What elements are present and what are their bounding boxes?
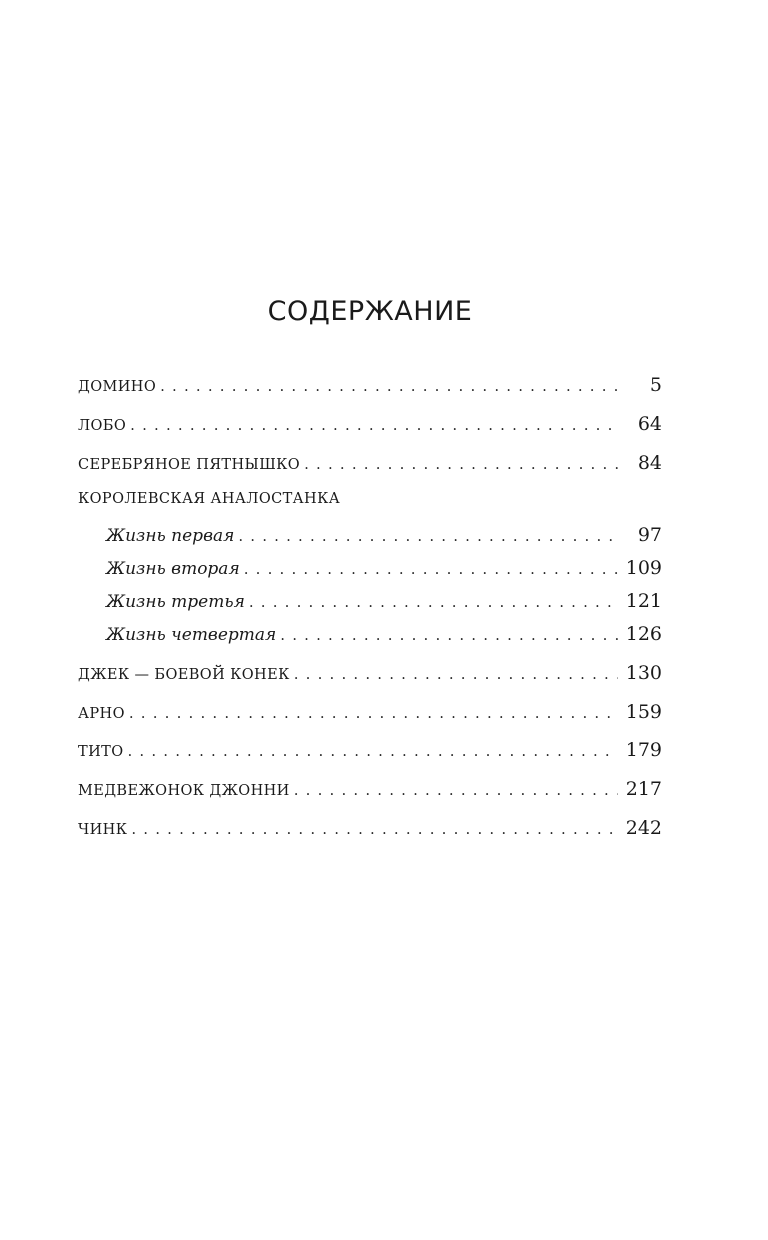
dot-leader [249,593,618,611]
toc-entry-page: 121 [625,590,662,612]
toc-entry-page: 179 [625,739,662,761]
toc-entry-lobo [78,413,662,443]
toc-entry-jack [78,662,662,692]
toc-entry-page: 159 [625,701,662,723]
toc-entry-page: 64 [637,413,662,435]
toc-entry-page: 126 [625,623,662,645]
dot-leader [294,665,618,683]
toc-entry-page: 109 [625,557,662,579]
toc-entry-page: 217 [625,778,662,800]
toc-entry-label: Жизнь третья [106,592,245,612]
dot-leader [244,560,618,578]
toc-entry-page: 130 [625,662,662,684]
toc-subentry-life-2 [106,557,662,587]
dot-leader [304,455,618,473]
dot-leader [131,820,618,838]
toc-entry-label: ЧИНК [78,822,128,838]
toc-entry-label: СЕРЕБРЯНОЕ ПЯТНЫШКО [78,457,301,473]
toc-entry-label: ЛОБО [78,418,127,434]
toc-entry-label: ДЖЕК — БОЕВОЙ КОНЕК [78,667,290,683]
toc-entry-label: АРНО [78,706,125,722]
toc-title: СОДЕРЖАНИЕ [267,296,473,327]
dot-leader [294,781,618,799]
toc-entry-page: 84 [637,452,662,474]
dot-leader [130,416,618,434]
toc-entry-label: Жизнь вторая [106,559,240,579]
toc-subentry-life-1 [106,524,662,554]
toc-entry-label: Жизнь первая [106,526,235,546]
toc-entry-label: ТИТО [78,744,124,760]
toc-entry-silver-spot [78,452,662,482]
dot-leader [127,742,618,760]
toc-entry-page: 242 [625,817,662,839]
toc-entry-domino [78,374,662,404]
toc-entry-label: Жизнь четвертая [106,625,277,645]
toc-entry-label: ДОМИНО [78,379,157,395]
dot-leader [129,704,618,722]
toc-entry-tito [78,739,662,769]
toc-entry-chink [78,817,662,847]
dot-leader [238,527,618,545]
toc-entry-arno [78,701,662,731]
toc-section-royal-analostan [78,491,662,521]
toc-subentry-life-3 [106,590,662,620]
dot-leader [280,626,618,644]
toc-entry-johnny-bear [78,778,662,808]
toc-entry-page: 97 [637,524,662,546]
toc-subentry-life-4 [106,623,662,653]
toc-entry-label: МЕДВЕЖОНОК ДЖОННИ [78,783,290,799]
dot-leader [160,377,618,395]
toc-entry-page: 5 [649,374,662,396]
toc-section-label: КОРОЛЕВСКАЯ АНАЛОСТАНКА [78,491,341,507]
